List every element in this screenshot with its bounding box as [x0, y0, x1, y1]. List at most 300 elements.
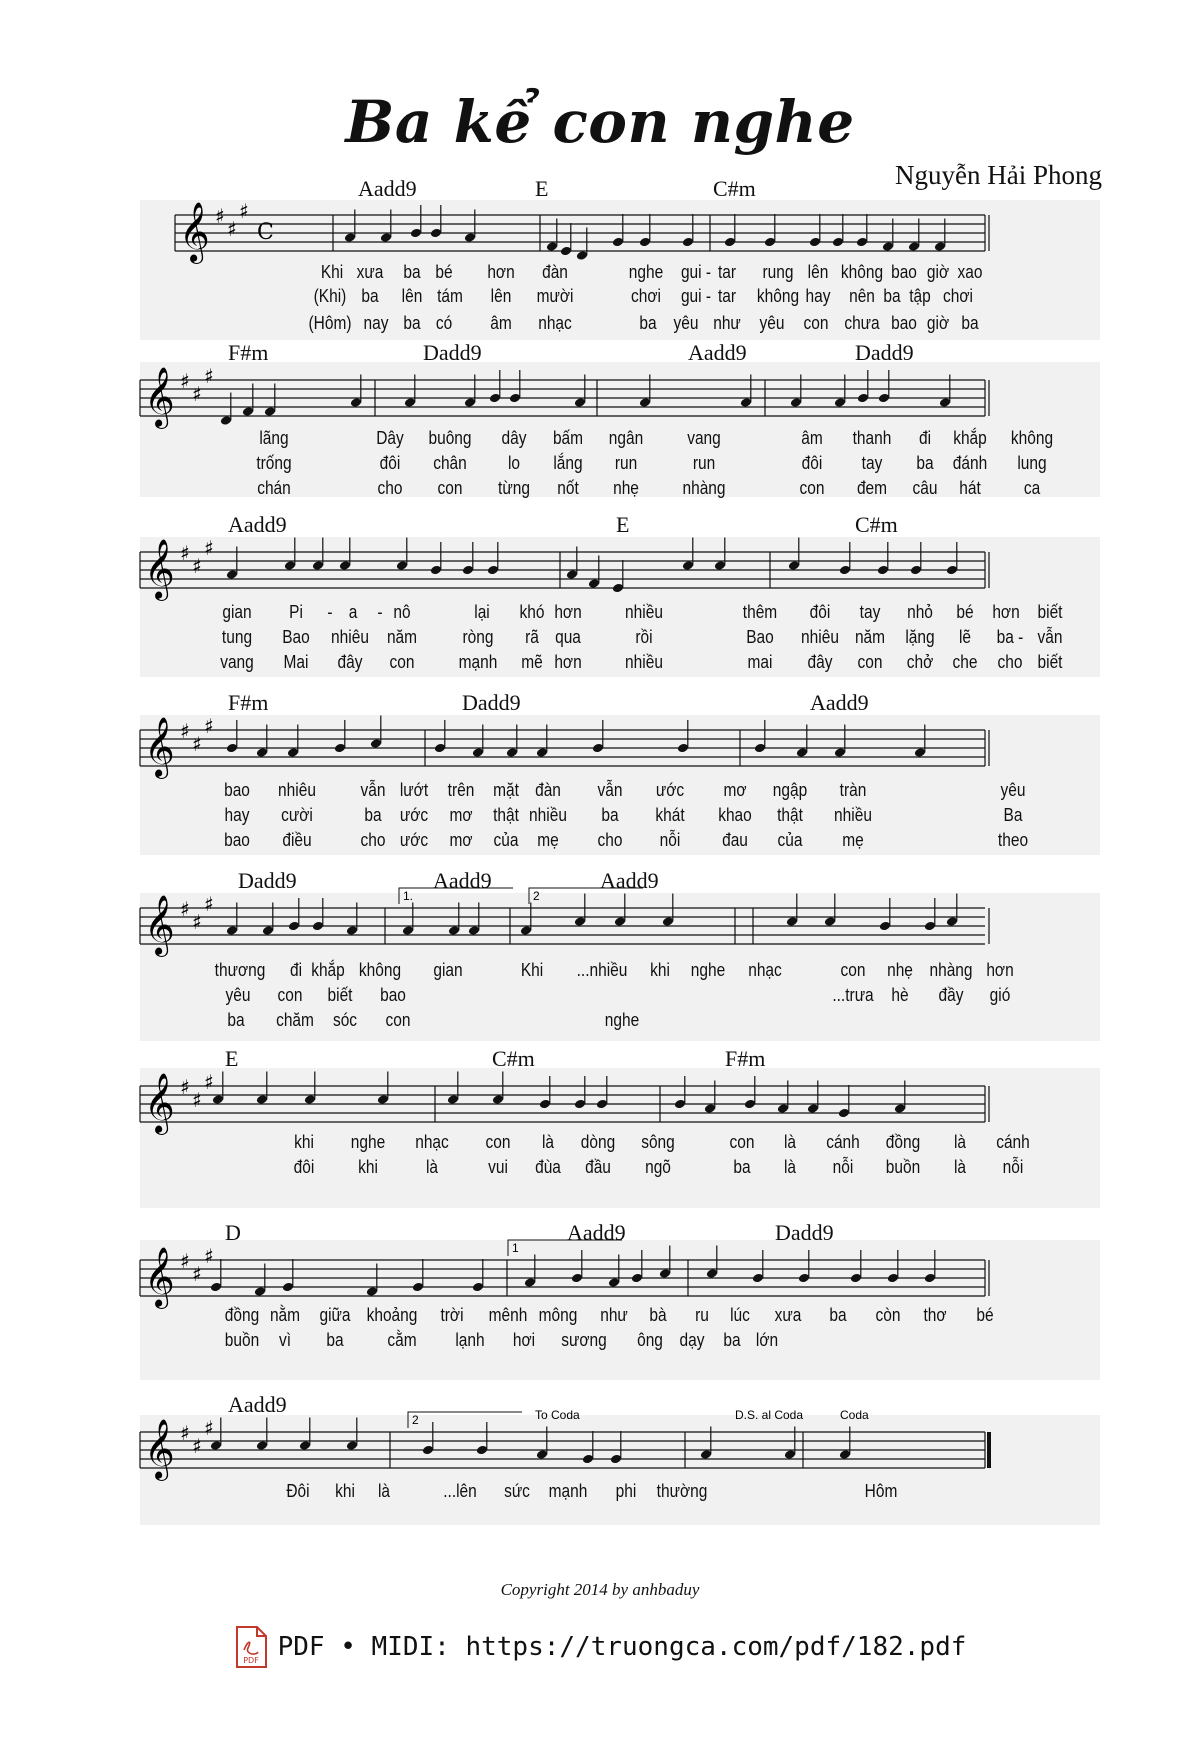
- lyric-syllable: lúc: [730, 1305, 750, 1325]
- lyric-syllable: của: [493, 830, 519, 850]
- lyric-syllable: thanh: [852, 428, 892, 448]
- staff-system-5: [140, 868, 1100, 1043]
- chord-symbol: F#m: [228, 690, 269, 715]
- lyric-syllable: qua: [555, 627, 581, 647]
- lyric-syllable: xao: [957, 262, 983, 282]
- staff-system-4: [140, 690, 1100, 860]
- sharp-icon: ♯: [239, 199, 249, 223]
- lyric-syllable: (Khi): [313, 286, 347, 306]
- lyric-syllable: nhàng: [682, 478, 726, 498]
- lyric-syllable: mạnh: [548, 1481, 588, 1501]
- lyric-syllable: run: [614, 453, 638, 473]
- lyric-syllable: nằm: [269, 1305, 301, 1325]
- lyric-syllable: là: [783, 1157, 797, 1177]
- coda-mark: Coda: [840, 1408, 869, 1422]
- lyric-syllable: vang: [220, 652, 254, 672]
- pdf-icon-label: PDF: [242, 1656, 259, 1665]
- lyric-syllable: đây: [337, 652, 363, 672]
- lyric-syllable: hơi: [512, 1330, 536, 1350]
- lyrics-verse-2: [140, 627, 1100, 651]
- lyrics-verse-1: [140, 262, 1100, 286]
- lyric-syllable: Bao: [282, 627, 310, 647]
- lyric-syllable: ba: [829, 1305, 847, 1325]
- lyric-syllable: cằm: [387, 1330, 417, 1350]
- lyric-syllable: lãng: [259, 428, 289, 448]
- lyric-syllable: đồng: [224, 1305, 260, 1325]
- lyric-syllable: bao: [891, 313, 917, 333]
- footer-text[interactable]: PDF • MIDI: https://truongca.com/pdf/182.pdf: [277, 1632, 967, 1662]
- chord-symbol: Aadd9: [567, 1220, 626, 1245]
- lyric-syllable: không: [1010, 428, 1054, 448]
- lyric-syllable: Bao: [746, 627, 774, 647]
- lyric-syllable: vang: [687, 428, 721, 448]
- lyric-syllable: xưa: [774, 1305, 802, 1325]
- lyric-syllable: hè: [891, 985, 909, 1005]
- lyrics-verse-2: [140, 1157, 1100, 1181]
- lyric-syllable: biết: [1037, 602, 1063, 622]
- lyric-syllable: hơn: [554, 652, 582, 672]
- sharp-icon: ♯: [180, 1421, 190, 1445]
- lyric-syllable: nhiêu: [278, 780, 316, 800]
- lyric-syllable: con: [799, 478, 825, 498]
- lyric-syllable: lặng: [905, 627, 935, 647]
- lyric-syllable: bé: [976, 1305, 994, 1325]
- lyric-syllable: ba: [364, 805, 382, 825]
- lyric-syllable: che: [952, 652, 978, 672]
- lyric-syllable: cho: [997, 652, 1023, 672]
- lyric-syllable: khắp: [311, 960, 345, 980]
- lyric-syllable: tràn: [839, 780, 867, 800]
- lyric-syllable: mơ: [449, 830, 473, 850]
- lyric-syllable: là: [783, 1132, 797, 1152]
- lyric-syllable: khi: [294, 1132, 314, 1152]
- lyric-syllable: lại: [474, 602, 490, 622]
- lyric-syllable: trống: [256, 453, 292, 473]
- lyric-syllable: hát: [959, 478, 981, 498]
- lyric-syllable: biết: [1037, 652, 1063, 672]
- lyric-syllable: lung: [1017, 453, 1047, 473]
- lyric-syllable: đôi: [809, 602, 831, 622]
- lyric-syllable: nghe: [350, 1132, 386, 1152]
- lyric-syllable: nỗi: [832, 1157, 854, 1177]
- lyric-syllable: rung: [762, 262, 794, 282]
- lyric-syllable: câu: [912, 478, 938, 498]
- lyric-syllable: gui -: [680, 286, 712, 306]
- lyrics-verse-3: [140, 830, 1100, 854]
- sharp-icon: ♯: [227, 217, 237, 241]
- lyric-syllable: nỗi: [1002, 1157, 1024, 1177]
- lyric-syllable: đây: [807, 652, 833, 672]
- lyric-syllable: vẫn: [597, 780, 623, 800]
- lyric-syllable: nô: [393, 602, 411, 622]
- lyric-syllable: lướt: [399, 780, 429, 800]
- lyric-syllable: mơ: [723, 780, 747, 800]
- lyric-syllable: nhàng: [929, 960, 973, 980]
- lyric-syllable: nhạc: [538, 313, 572, 333]
- lyrics-verse-2: [140, 286, 1100, 310]
- chord-symbol: E: [225, 1046, 239, 1071]
- sharp-icon: ♯: [180, 541, 190, 565]
- sharp-icon: ♯: [204, 892, 214, 916]
- lyric-syllable: yêu: [673, 313, 699, 333]
- lyric-syllable: ba -: [996, 627, 1024, 647]
- lyrics-verse-3: [140, 478, 1100, 502]
- sharp-icon: ♯: [215, 204, 225, 228]
- lyric-syllable: ba: [639, 313, 657, 333]
- staff-system-7: [140, 1220, 1100, 1385]
- lyric-syllable: bao: [891, 262, 917, 282]
- lyric-syllable: ròng: [462, 627, 494, 647]
- lyric-syllable: như: [600, 1305, 628, 1325]
- lyric-syllable: theo: [997, 830, 1029, 850]
- lyric-syllable: ...nhiều: [576, 960, 628, 980]
- lyric-syllable: lắng: [553, 453, 583, 473]
- lyric-syllable: là: [953, 1157, 967, 1177]
- lyric-syllable: chơi: [631, 286, 661, 306]
- chord-symbol: Dadd9: [855, 340, 914, 365]
- lyric-syllable: là: [541, 1132, 555, 1152]
- lyric-syllable: (Hôm): [308, 313, 352, 333]
- chord-symbol: C#m: [492, 1046, 535, 1071]
- sharp-icon: ♯: [204, 1070, 214, 1094]
- lyric-syllable: con: [389, 652, 415, 672]
- lyrics-verse-2: [140, 1330, 1100, 1354]
- lyric-syllable: cho: [377, 478, 403, 498]
- lyric-syllable: vẫn: [1037, 627, 1063, 647]
- sharp-icon: ♯: [192, 732, 202, 756]
- lyric-syllable: ca: [1023, 478, 1041, 498]
- lyric-syllable: điều: [282, 830, 312, 850]
- volta-bracket: [399, 888, 513, 904]
- lyric-syllable: đầu: [585, 1157, 611, 1177]
- lyric-syllable: gió: [989, 985, 1011, 1005]
- lyric-syllable: bà: [649, 1305, 667, 1325]
- lyric-syllable: ...lên: [443, 1481, 477, 1501]
- lyric-syllable: ba: [723, 1330, 741, 1350]
- composer-name: Nguyễn Hải Phong: [895, 160, 1102, 190]
- lyric-syllable: cho: [597, 830, 623, 850]
- lyric-syllable: Pi: [289, 602, 303, 622]
- lyric-syllable: ba: [361, 286, 379, 306]
- lyric-syllable: rã: [525, 627, 539, 647]
- lyric-syllable: sương: [561, 1330, 607, 1350]
- treble-clef-icon: 𝄞: [144, 1073, 175, 1133]
- lyrics-verse-1: [140, 1481, 1100, 1505]
- lyric-syllable: nhỏ: [907, 602, 933, 622]
- chord-symbol: F#m: [725, 1046, 766, 1071]
- lyric-syllable: khắp: [953, 428, 987, 448]
- treble-clef-icon: 𝄞: [179, 202, 210, 262]
- lyrics-verse-3: [140, 652, 1100, 676]
- lyric-syllable: ba: [326, 1330, 344, 1350]
- lyrics-verse-2: [140, 805, 1100, 829]
- lyrics-verse-1: [140, 602, 1100, 626]
- lyric-syllable: nốt: [557, 478, 579, 498]
- lyric-syllable: con: [385, 1010, 411, 1030]
- lyric-syllable: đi: [918, 428, 932, 448]
- treble-clef-icon: 𝄞: [144, 539, 175, 599]
- lyrics-verse-1: [140, 1132, 1100, 1156]
- lyric-syllable: bé: [956, 602, 974, 622]
- chord-symbol: Dadd9: [238, 868, 297, 893]
- lyric-syllable: run: [692, 453, 716, 473]
- lyric-syllable: sông: [641, 1132, 675, 1152]
- lyric-syllable: nay: [363, 313, 389, 333]
- sharp-icon: ♯: [192, 382, 202, 406]
- treble-clef-icon: 𝄞: [144, 367, 175, 427]
- lyric-syllable: hơn: [992, 602, 1020, 622]
- lyric-syllable: mông: [538, 1305, 578, 1325]
- lyric-syllable: vẫn: [360, 780, 386, 800]
- lyric-syllable: vì: [278, 1330, 292, 1350]
- lyric-syllable: nhiều: [834, 805, 872, 825]
- sharp-icon: ♯: [180, 897, 190, 921]
- sharp-icon: ♯: [204, 1416, 214, 1440]
- lyric-syllable: ba: [601, 805, 619, 825]
- lyric-syllable: con: [857, 652, 883, 672]
- lyric-syllable: chưa: [844, 313, 880, 333]
- chord-symbol: Aadd9: [358, 176, 417, 201]
- chord-symbol: E: [535, 176, 549, 201]
- chord-symbol: Aadd9: [688, 340, 747, 365]
- lyrics-verse-1: [140, 780, 1100, 804]
- lyric-syllable: buồn: [885, 1157, 921, 1177]
- lyric-syllable: năm: [386, 627, 418, 647]
- volta-bracket: [408, 1412, 522, 1428]
- lyric-syllable: nhiều: [625, 652, 663, 672]
- lyric-syllable: mơ: [449, 805, 473, 825]
- lyric-syllable: ba: [883, 286, 901, 306]
- lyrics-verse-3: [140, 1010, 1100, 1034]
- lyric-syllable: gian: [222, 602, 252, 622]
- to-coda-mark: To Coda: [535, 1408, 580, 1422]
- lyric-syllable: đôi: [801, 453, 823, 473]
- lyric-syllable: trên: [447, 780, 475, 800]
- staff-system-6: [140, 1046, 1100, 1211]
- lyric-syllable: Khi: [520, 960, 544, 980]
- lyric-syllable: ngân: [608, 428, 644, 448]
- lyric-syllable: chở: [906, 652, 934, 672]
- lyric-syllable: con: [803, 313, 829, 333]
- lyric-syllable: như: [713, 313, 741, 333]
- lyric-syllable: thật: [777, 805, 803, 825]
- lyric-syllable: đàn: [542, 262, 568, 282]
- lyric-syllable: nghe: [690, 960, 726, 980]
- sharp-icon: ♯: [180, 1075, 190, 1099]
- lyric-syllable: nhẹ: [887, 960, 913, 980]
- lyric-syllable: ru: [695, 1305, 709, 1325]
- lyric-syllable: yêu: [225, 985, 251, 1005]
- lyric-syllable: nghe: [628, 262, 664, 282]
- lyric-syllable: sức: [504, 1481, 530, 1501]
- lyric-syllable: bao: [380, 985, 406, 1005]
- lyric-syllable: nhiêu: [331, 627, 369, 647]
- staff-system-3: [140, 512, 1100, 682]
- lyric-syllable: yêu: [1000, 780, 1026, 800]
- lyric-syllable: ba: [403, 262, 421, 282]
- lyric-syllable: là: [425, 1157, 439, 1177]
- lyric-syllable: Mai: [283, 652, 309, 672]
- lyric-syllable: ba: [961, 313, 979, 333]
- lyric-syllable: thương: [214, 960, 266, 980]
- lyric-syllable: ngập: [772, 780, 808, 800]
- lyric-syllable: trời: [440, 1305, 464, 1325]
- lyric-syllable: còn: [875, 1305, 901, 1325]
- lyric-syllable: con: [277, 985, 303, 1005]
- treble-clef-icon: 𝄞: [144, 717, 175, 777]
- lyric-syllable: dạy: [679, 1330, 705, 1350]
- lyric-syllable: con: [485, 1132, 511, 1152]
- sharp-icon: ♯: [192, 1262, 202, 1286]
- staff-system-8: [140, 1392, 1100, 1532]
- lyrics-verse-3: [140, 313, 1100, 337]
- lyric-syllable: cho: [360, 830, 386, 850]
- chord-symbol: Aadd9: [810, 690, 869, 715]
- lyric-syllable: xưa: [356, 262, 384, 282]
- chord-symbol: Aadd9: [228, 1392, 287, 1417]
- sharp-icon: ♯: [180, 369, 190, 393]
- chord-symbol: D: [225, 1220, 241, 1245]
- chord-symbol: Aadd9: [600, 868, 659, 893]
- lyric-syllable: nhiêu: [801, 627, 839, 647]
- lyric-syllable: -: [327, 602, 333, 622]
- lyric-syllable: hay: [224, 805, 250, 825]
- lyric-syllable: tay: [859, 602, 881, 622]
- lyrics-verse-1: [140, 428, 1100, 452]
- lyric-syllable: âm: [801, 428, 823, 448]
- lyric-syllable: đôi: [379, 453, 401, 473]
- lyric-syllable: không: [358, 960, 402, 980]
- lyric-syllable: buông: [428, 428, 472, 448]
- lyric-syllable: cánh: [996, 1132, 1030, 1152]
- chord-symbol: Dadd9: [775, 1220, 834, 1245]
- chord-symbol: Aadd9: [228, 512, 287, 537]
- lyric-syllable: mai: [747, 652, 773, 672]
- lyric-syllable: ba: [403, 313, 421, 333]
- copyright-notice: Copyright 2014 by anhbaduy: [500, 1580, 700, 1599]
- lyric-syllable: đồng: [885, 1132, 921, 1152]
- lyric-syllable: hơn: [986, 960, 1014, 980]
- lyric-syllable: yêu: [759, 313, 785, 333]
- lyric-syllable: chơi: [943, 286, 973, 306]
- lyric-syllable: Ba: [1003, 805, 1023, 825]
- lyric-syllable: thơ: [923, 1305, 947, 1325]
- pdf-icon: [234, 1626, 268, 1668]
- sharp-icon: ♯: [192, 1088, 202, 1112]
- lyric-syllable: nhiều: [529, 805, 567, 825]
- lyric-syllable: hơn: [487, 262, 515, 282]
- volta-number: 1: [512, 1241, 519, 1255]
- lyric-syllable: thật: [493, 805, 519, 825]
- lyric-syllable: lớn: [755, 1330, 779, 1350]
- lyrics-verse-2: [140, 453, 1100, 477]
- sharp-icon: ♯: [180, 1249, 190, 1273]
- lyric-syllable: năm: [854, 627, 886, 647]
- lyric-syllable: tar: [717, 262, 737, 282]
- lyric-syllable: chán: [257, 478, 291, 498]
- lyric-syllable: Khi: [320, 262, 344, 282]
- volta-number: 2: [533, 889, 540, 903]
- lyric-syllable: đầy: [938, 985, 964, 1005]
- lyric-syllable: dòng: [580, 1132, 616, 1152]
- chord-symbol: E: [616, 512, 630, 537]
- lyric-syllable: là: [953, 1132, 967, 1152]
- lyric-syllable: dây: [501, 428, 527, 448]
- lyric-syllable: Đôi: [286, 1481, 310, 1501]
- lyric-syllable: con: [437, 478, 463, 498]
- lyric-syllable: bé: [435, 262, 453, 282]
- lyric-syllable: thường: [656, 1481, 708, 1501]
- lyric-syllable: không: [756, 286, 800, 306]
- lyric-syllable: có: [435, 313, 453, 333]
- lyric-syllable: mẹ: [537, 830, 559, 850]
- lyric-syllable: hơn: [554, 602, 582, 622]
- lyric-syllable: của: [777, 830, 803, 850]
- lyric-syllable: buồn: [224, 1330, 260, 1350]
- treble-clef-icon: 𝄞: [144, 1247, 175, 1307]
- treble-clef-icon: 𝄞: [144, 1419, 175, 1479]
- lyric-syllable: Dây: [376, 428, 404, 448]
- lyric-syllable: lên: [807, 262, 829, 282]
- lyric-syllable: ước: [399, 830, 429, 850]
- lyric-syllable: nhẹ: [613, 478, 639, 498]
- lyric-syllable: tay: [861, 453, 883, 473]
- sharp-icon: ♯: [204, 364, 214, 388]
- lyric-syllable: bao: [224, 830, 250, 850]
- lyric-syllable: lên: [401, 286, 423, 306]
- footer-link[interactable]: [0, 1626, 1200, 1668]
- lyric-syllable: khi: [335, 1481, 355, 1501]
- lyric-syllable: cười: [281, 805, 313, 825]
- lyric-syllable: khoảng: [366, 1305, 418, 1325]
- sharp-icon: ♯: [192, 1434, 202, 1458]
- sharp-icon: ♯: [192, 910, 202, 934]
- lyric-syllable: lên: [490, 286, 512, 306]
- volta-number: 2: [412, 1413, 419, 1427]
- sharp-icon: ♯: [180, 719, 190, 743]
- lyric-syllable: mười: [536, 286, 574, 306]
- treble-clef-icon: 𝄞: [144, 895, 175, 955]
- ds-al-coda-mark: D.S. al Coda: [735, 1408, 804, 1422]
- lyric-syllable: nỗi: [659, 830, 681, 850]
- lyric-syllable: ba: [733, 1157, 751, 1177]
- sharp-icon: ♯: [192, 554, 202, 578]
- lyric-syllable: tập: [909, 286, 931, 306]
- lyric-syllable: giữa: [319, 1305, 351, 1325]
- lyric-syllable: khi: [358, 1157, 378, 1177]
- lyric-syllable: phi: [615, 1481, 637, 1501]
- lyric-syllable: khao: [718, 805, 752, 825]
- lyric-syllable: a: [348, 602, 358, 622]
- volta-bracket: [508, 1240, 622, 1256]
- lyric-syllable: rồi: [635, 627, 653, 647]
- lyric-syllable: tám: [437, 286, 463, 306]
- lyric-syllable: khát: [655, 805, 685, 825]
- lyric-syllable: tar: [717, 286, 737, 306]
- lyric-syllable: hay: [805, 286, 831, 306]
- lyric-syllable: nhạc: [415, 1132, 449, 1152]
- lyric-syllable: bấm: [552, 428, 584, 448]
- lyric-syllable: nên: [849, 286, 875, 306]
- lyric-syllable: từng: [498, 478, 530, 498]
- lyric-syllable: là: [377, 1481, 391, 1501]
- lyric-syllable: giờ: [926, 262, 950, 282]
- chord-symbol: C#m: [713, 176, 756, 201]
- lyric-syllable: mẽ: [521, 652, 543, 672]
- lyric-syllable: ông: [637, 1330, 663, 1350]
- lyric-syllable: ngõ: [645, 1157, 671, 1177]
- lyric-syllable: khi: [650, 960, 670, 980]
